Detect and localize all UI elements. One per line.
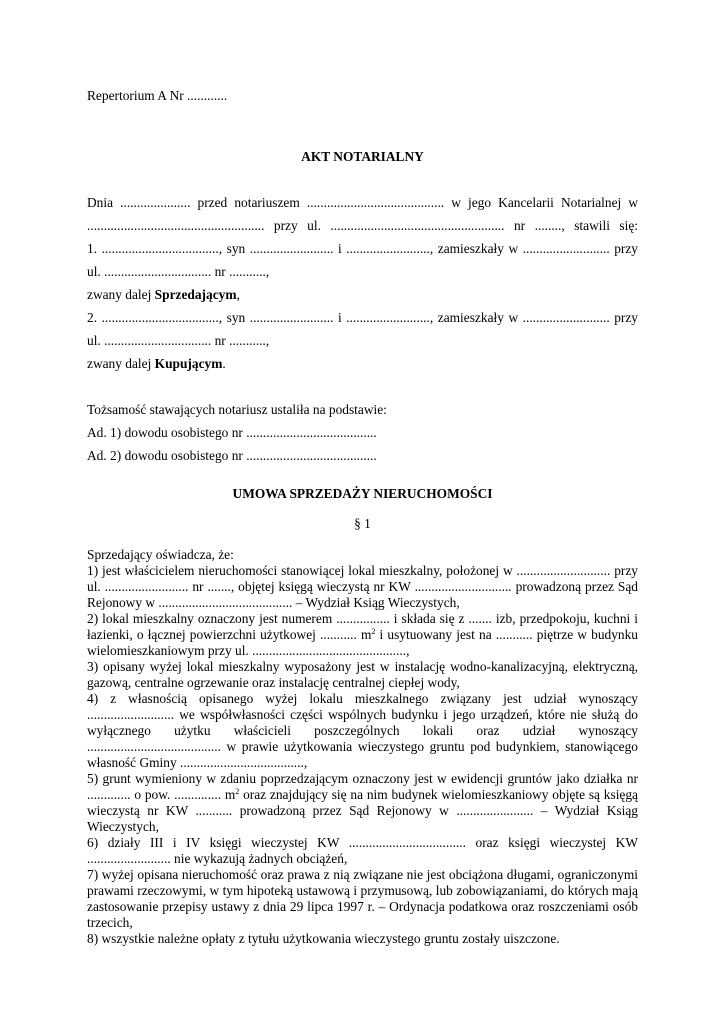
party2-line-1: 2. ..................................., syn ......................... i ........................., zamieszkały w .......................... przy (87, 310, 638, 325)
body-line-part: ............. o pow. .............. m (87, 787, 236, 802)
repertorium-line: Repertorium A Nr ............ (87, 88, 228, 103)
body-line (87, 787, 638, 802)
section-mark: § 1 (354, 516, 371, 531)
body-line: gazową, centralne ogrzewanie oraz instalację centralnej ciepłej wody, (87, 675, 460, 690)
role-prefix: zwany dalej (87, 356, 155, 371)
superscript-2: 2 (235, 787, 240, 796)
superscript-2: 2 (371, 627, 376, 636)
body-line: trzecich, (87, 915, 133, 930)
declaration-intro: Sprzedający oświadcza, że: (87, 547, 234, 562)
document-title: AKT NOTARIALNY (301, 149, 424, 164)
intro-line-1: Dnia ..................... przed notariuszem ......................................... w jego Kancelarii Notarialnej w (87, 195, 638, 210)
role-name: Sprzedającym (154, 287, 237, 302)
body-line-part: oraz znajdujący się na nim budynek wielomieszkaniowy objęte są księgą (239, 787, 638, 802)
body-line: 3) opisany wyżej lokal mieszkalny wyposażony jest w instalację wodno-kanalizacyjną, elektryczną, (87, 659, 638, 674)
role-suffix: , (236, 287, 240, 302)
body-line: 2) lokal mieszkalny oznaczony jest numerem ................ i składa się z ....... izb, przedpokoju, kuchni i (87, 611, 638, 626)
identity-header: Tożsamość stawających notariusz ustaliła na podstawie: (87, 402, 387, 417)
body-line: 5) grunt wymieniony w zdaniu poprzedzającym oznaczony jest w ewidencji gruntów jako działka nr (87, 771, 638, 786)
body-line: ......................... nie wykazują żadnych obciążeń, (87, 851, 348, 866)
party1-role (87, 287, 240, 302)
body-line: 7) wyżej opisana nieruchomość oraz prawa z nią związane nie jest obciążona długami, ograniczonymi (87, 867, 638, 882)
body-line: 4) z własnością opisanego wyżej lokalu mieszkalnego związany jest udział wynoszący (87, 691, 638, 706)
body-line: ul. ......................... nr ......., objętej księgą wieczystą nr KW ............................. prowadzoną przez Sąd (87, 579, 638, 594)
body-line: prawami rzeczowymi, w tym hipoteką ustawową i przymusową, lub zobowiązaniami, do których mają (87, 883, 638, 898)
role-name: Kupującym (154, 356, 223, 371)
body-line: zastosowanie przepisy ustawy z dnia 29 lipca 1997 r. – Ordynacja podatkowa oraz roszczeniami osób (87, 899, 638, 914)
body-line: własność Gminy ....................................., (87, 755, 308, 770)
contract-title: UMOWA SPRZEDAŻY NIERUCHOMOŚCI (232, 486, 493, 501)
body-line: Wieczystych, (87, 819, 159, 834)
intro-line-2: ..................................................... przy ul. .................................................... nr ........, stawili się: (87, 218, 638, 233)
body-line: wyłącznego użytku właścicieli poszczególnych lokali oraz udział wynoszący (87, 723, 638, 738)
body-line: .......................... we współwłasności części wspólnych budynku i jego urządzeń, które nie służą do (87, 707, 638, 722)
body-line: 8) wszystkie należne opłaty z tytułu użytkowania wieczystego gruntu zostały uiszczone. (87, 931, 560, 946)
role-suffix: . (222, 356, 226, 371)
body-line-part: łazienki, o łącznej powierzchni użytkowej ........... m (87, 627, 372, 642)
party1-line-1: 1. ..................................., syn ......................... i ........................., zamieszkały w .......................... przy (87, 241, 638, 256)
body-line: wieczystą nr KW ........... prowadzoną przez Sąd Rejonowy w ....................... – Wydział Ksiąg (87, 803, 638, 818)
body-line: 1) jest właścicielem nieruchomości stanowiącej lokal mieszkalny, położonej w ............................ przy (87, 563, 638, 578)
body-line-part: i usytuowany jest na ........... piętrze w budynku (375, 627, 638, 642)
body-line: 6) działy III i IV księgi wieczystej KW ................................... oraz księgi wieczystej KW (87, 835, 638, 850)
body-line: Rejonowy w ........................................ – Wydział Ksiąg Wieczystych, (87, 595, 460, 610)
identity-ad2: Ad. 2) dowodu osobistego nr ....................................... (87, 448, 377, 463)
body-line (87, 627, 638, 642)
role-prefix: zwany dalej (87, 287, 155, 302)
identity-ad1: Ad. 1) dowodu osobistego nr ....................................... (87, 425, 377, 440)
party1-line-2: ul. ................................ nr ..........., (87, 264, 270, 279)
body-line: ........................................ w prawie użytkowania wieczystego gruntu pod budynkiem, stanowiącego (87, 739, 638, 754)
party2-line-2: ul. ................................ nr ..........., (87, 333, 270, 348)
party2-role (87, 356, 226, 371)
body-line: wielomieszkaniowym przy ul. .............................................., (87, 643, 410, 658)
